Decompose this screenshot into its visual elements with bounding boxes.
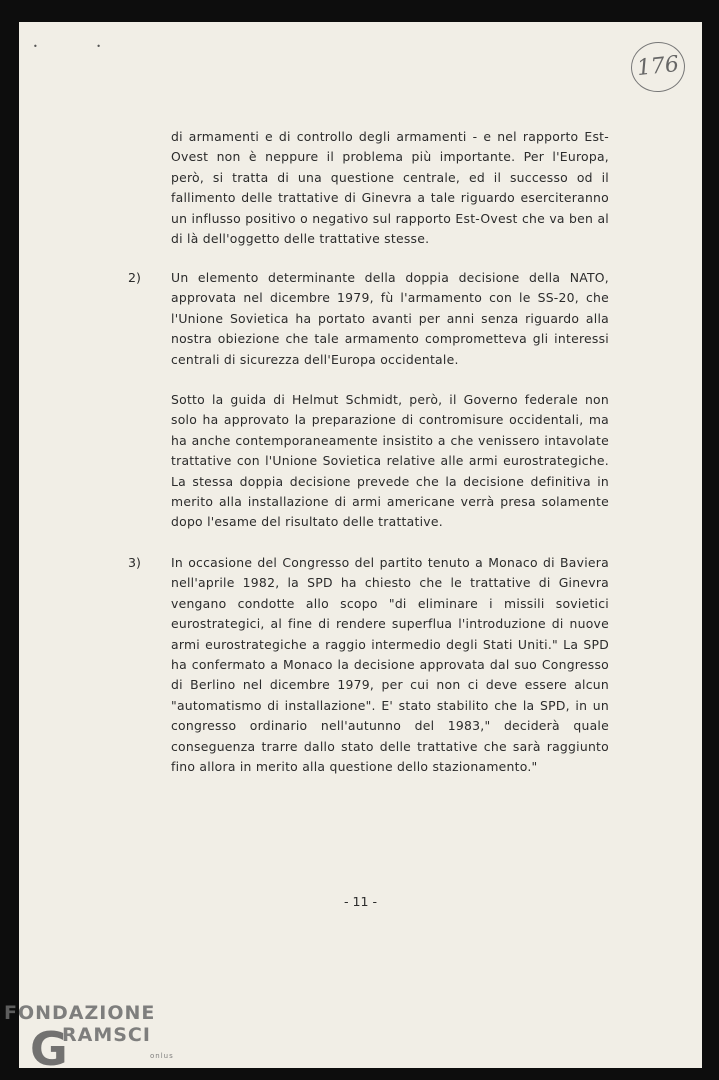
watermark-line2: RAMSCI: [62, 1024, 151, 1046]
item-number-3: 3): [128, 555, 141, 570]
paragraph-2: Un elemento determinante della doppia decisione della NATO, approvata nel dicembre 1979, fù l'armamento con le SS-20, che l'Unione Sovietica ha portato avanti per anni senza riguardo alla nostra obiezione che tale armamento comprometteva gli interessi centrali di sicurezza dell'Europa occidentale.: [171, 270, 609, 367]
page-number: - 11 -: [343, 894, 378, 909]
paragraph-3: In occasione del Congresso del partito tenuto a Monaco di Baviera nell'aprile 1982, la SPD ha chiesto che le trattative di Ginevra vengano condotte allo scopo "di eliminare i missili sovietici eurostrategici, al fine di rendere superflua l'introduzione di nuove armi eurostrategiche a raggio intermedio degli Stati Uniti." La SPD ha confermato a Monaco la decisione approvata dal suo Congresso di Berlino nel dicembre 1979, per cui non ci deve essere alcun "automatismo di installazione". E' stato stabilito che la SPD, in un congresso ordinario nell'autunno del 1983," deciderà quale conseguenza trarre dallo stato delle trattative che sarà raggiunto fino allora in merito alla questione dello stazionamento.": [171, 555, 609, 775]
watermark-line1: FONDAZIONE: [4, 1002, 156, 1024]
archive-number-stamp: 176: [629, 39, 688, 94]
document-page: [19, 22, 702, 1068]
fondazione-gramsci-watermark: [4, 1002, 184, 1074]
scan-specks: • •: [33, 42, 129, 51]
paragraph-intro: di armamenti e di controllo degli armamenti - e nel rapporto Est-Ovest non è neppure il problema più importante. Per l'Europa, però, si tratta di una questione centrale, ed il successo od il fallimento delle trattative di Ginevra a tale riguardo eserciteranno un influsso positivo o negativo sul rapporto Est-Ovest che va ben al di là dell'oggetto delle trattative stesse.: [171, 129, 609, 247]
watermark-onlus: onlus: [150, 1052, 174, 1060]
item-number-2: 2): [128, 270, 141, 285]
watermark-initial: G: [30, 1022, 68, 1076]
paragraph-2b: Sotto la guida di Helmut Schmidt, però, il Governo federale non solo ha approvato la preparazione di contromisure occidentali, ma ha anche contemporaneamente insistito a che venissero intavolate trattative con l'Unione Sovietica relative alle armi eurostrategiche. La stessa doppia decisione prevede che la decisione definitiva in merito alla installazione di armi americane verrà presa solamente dopo l'esame del risultato delle trattative.: [171, 392, 609, 530]
